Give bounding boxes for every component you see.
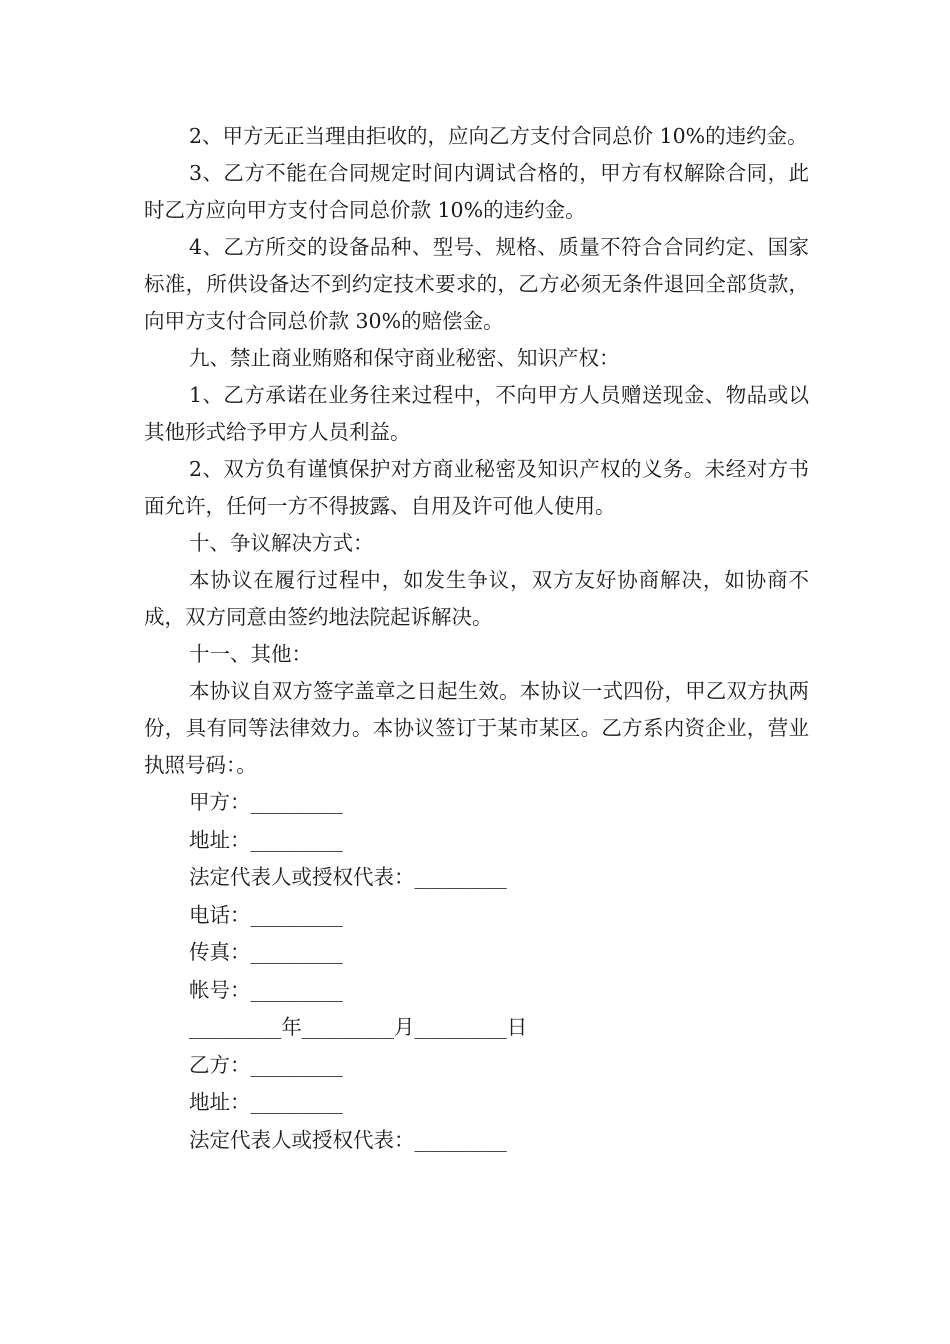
party-b-address-field: 地址：_________ (189, 1090, 343, 1114)
party-a-account-field: 帐号：_________ (189, 977, 343, 1002)
section-9-heading: 九、禁止商业贿赂和保守商业秘密、知识产权： (189, 346, 620, 370)
clause-8-2: 2、甲方无正当理由拒收的，应向乙方支付合同总价 10%的违约金。 (189, 124, 808, 148)
party-a-field: 甲方：_________ (189, 790, 343, 814)
party-a-fax-field: 传真：_________ (189, 940, 343, 964)
document-page (144, 118, 809, 1159)
party-a-address-field: 地址：_________ (189, 827, 343, 852)
party-b-representative-field: 法定代表人或授权代表：_________ (189, 1127, 507, 1152)
clause-10-body: 本协议在履行过程中，如发生争议，双方友好协商解决，如协商不成，双方同意由签约地法院起诉解决。 (144, 568, 809, 629)
clause-9-1: 1、乙方承诺在业务往来过程中，不向甲方人员赠送现金、物品或以其他形式给予甲方人员利益。 (144, 383, 809, 444)
section-11-heading: 十一、其他： (189, 642, 312, 666)
party-a-representative-field: 法定代表人或授权代表：_________ (189, 865, 507, 889)
signing-date-field: _________年_________月_________日 (189, 1015, 528, 1039)
party-b-field: 乙方：_________ (189, 1052, 343, 1077)
clause-8-4: 4、乙方所交的设备品种、型号、规格、质量不符合合同约定、国家标准，所供设备达不到约定技术要求的，乙方必须无条件退回全部货款，向甲方支付合同总价款 30%的赔偿金。 (144, 235, 809, 333)
section-10-heading: 十、争议解决方式： (189, 531, 374, 555)
clause-11-body: 本协议自双方签字盖章之日起生效。本协议一式四份，甲乙双方执两份，具有同等法律效力。本协议签订于某市某区。乙方系内资企业，营业执照号码：。 (144, 679, 809, 777)
clause-8-3: 3、乙方不能在合同规定时间内调试合格的，甲方有权解除合同，此时乙方应向甲方支付合同总价款 10%的违约金。 (144, 161, 809, 222)
party-a-phone-field: 电话：_________ (189, 902, 343, 927)
clause-9-2: 2、双方负有谨慎保护对方商业秘密及知识产权的义务。未经对方书面允许，任何一方不得披露、自用及许可他人使用。 (144, 457, 809, 518)
